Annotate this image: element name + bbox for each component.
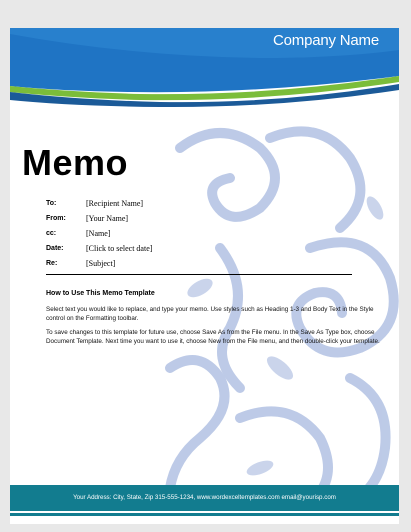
field-label: Date: — [46, 245, 64, 252]
body-paragraph[interactable]: To save changes to this template for future use, choose Save As from the File menu. In the Save As Type box, choose Document Template. Next time you want to use it, choose New from the File menu, and then double-click your template. — [46, 329, 380, 345]
field-label: From: — [46, 215, 66, 222]
cc-placeholder[interactable]: [Name] — [86, 229, 111, 238]
date-placeholder[interactable]: [Click to select date] — [86, 244, 153, 253]
footer-address-bar — [10, 485, 399, 511]
sender-placeholder[interactable]: [Your Name] — [86, 214, 129, 223]
memo-page — [10, 28, 399, 524]
divider-line — [46, 274, 352, 275]
field-label: Re: — [46, 260, 58, 267]
field-label: cc: — [46, 230, 57, 237]
company-name: Company Name — [273, 32, 379, 49]
memo-title: Memo — [22, 142, 129, 183]
memo-header-fields — [46, 196, 152, 271]
footer-address: Your Address: City, State, Zip 315-555-1234, www.wordexceltemplates.com email@yourisp.com — [73, 494, 336, 501]
re-field — [46, 256, 152, 271]
from-field — [46, 211, 152, 226]
recipient-placeholder[interactable]: [Recipient Name] — [86, 199, 144, 208]
subject-placeholder[interactable]: [Subject] — [86, 259, 116, 268]
cc-field — [46, 226, 152, 241]
body-paragraph[interactable]: Select text you would like to replace, and type your memo. Use styles such as Heading 1-3 and Body Text in the Style control on the Formatting toolbar. — [46, 306, 374, 322]
howto-heading: How to Use This Memo Template — [46, 290, 155, 297]
to-field — [46, 196, 152, 211]
field-label: To: — [46, 200, 57, 207]
date-field — [46, 241, 152, 256]
footer-rule — [10, 513, 399, 516]
